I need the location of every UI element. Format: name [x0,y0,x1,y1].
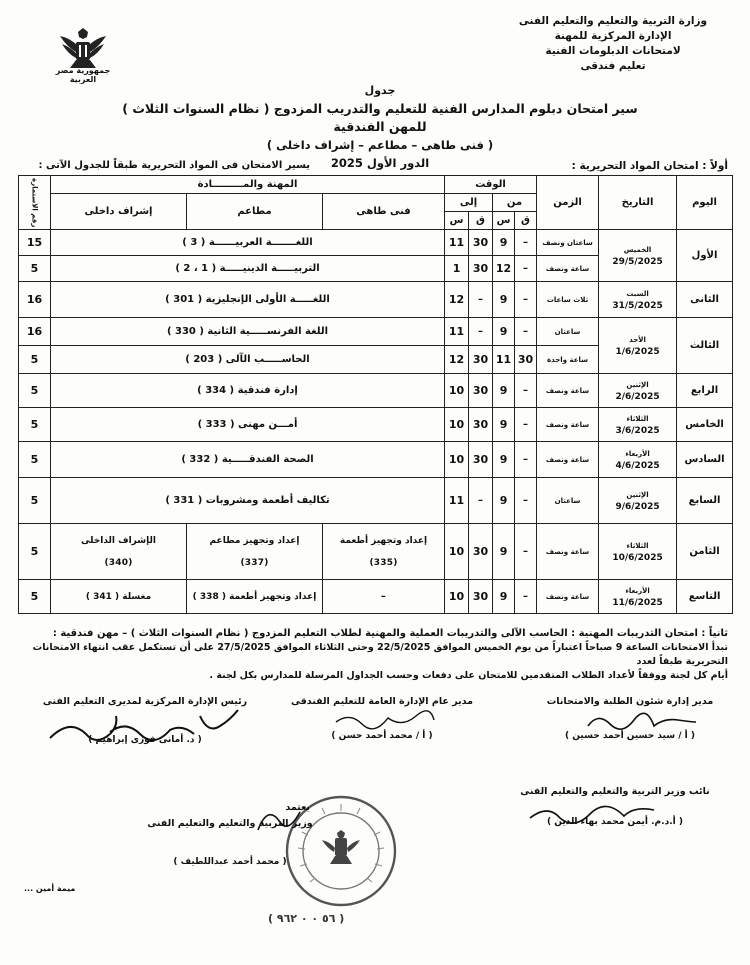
to-s-cell: 12 [445,282,469,318]
from-s-cell: 9 [493,408,515,442]
from-s-cell: 12 [493,256,515,282]
duration-cell: ساعة ونصف [537,524,599,580]
date-cell [599,524,677,580]
chef-subject-cell: – [323,580,445,614]
day-cell: التاسع [677,580,733,614]
date-value: 1/6/2025 [615,346,660,357]
day-name: الثلاثاء [626,541,649,550]
date-value: 2/6/2025 [615,391,660,402]
signature-name: ( محمد أحمد عبداللطيف ) [173,857,287,867]
day-cell: الثالث [677,318,733,374]
signature-scribble-icon [580,708,700,734]
header-from-s: س [493,212,515,230]
signature-scribble-icon [40,704,260,750]
typist-note: ميمة أمين ... [24,884,76,893]
header-date: التاريخ [599,176,677,230]
day-cell: السادس [677,442,733,478]
section2-line: ثانياً : امتحان التدريبات المهنية : الحاسب الآلى والتدريبات العملية والمهنية لطلاب التعليم المزدوج ( نظام السنوات الثلاث ) – مهن فندقية : [52,628,728,639]
day-cell: الثامن [677,524,733,580]
header-housekeeping: إشراف داخلى [51,194,187,230]
restaurants-subject-code: (337) [240,557,269,568]
from-q-cell: – [515,318,537,346]
to-q-cell: 30 [469,256,493,282]
count-cell: 5 [19,524,51,580]
date-cell [599,318,677,374]
duration-cell: ساعة ونصف [537,442,599,478]
subject-cell: اللغـــــــة العربيــــــة ( 3 ) [51,230,445,256]
from-s-cell: 9 [493,580,515,614]
duration-cell: ساعتان [537,478,599,524]
from-q-cell: – [515,442,537,478]
signature-title: وزير التربية والتعليم والتعليم الفنى [147,818,313,829]
signature-name: ( أ / سيد حسين أحمد حسين ) [565,731,695,741]
to-q-cell: 30 [469,230,493,256]
housekeeping-subject-code: (340) [104,557,133,568]
duration-cell: ساعة ونصف [537,256,599,282]
day-name: الإثنين [626,490,649,499]
section1-label: أولاً : امتحان المواد التحريرية : [571,160,728,172]
day-cell: الخامس [677,408,733,442]
header-restaurants: مطاعم [187,194,323,230]
signature-title: رئيس الإدارة المركزية لمديرى التعليم الفنى [42,696,248,707]
chef-subject-code: (335) [369,557,398,568]
date-cell [599,408,677,442]
table-row [19,524,733,580]
from-q-cell: – [515,374,537,408]
count-cell: 16 [19,318,51,346]
approval-label: يعتمد [285,802,310,813]
date-value: 29/5/2025 [612,256,663,267]
from-q-cell: – [515,524,537,580]
day-cell: السابع [677,478,733,524]
to-s-cell: 10 [445,442,469,478]
day-cell: الثانى [677,282,733,318]
to-s-cell: 10 [445,408,469,442]
document-number: ( ٥٦ ٠ ٠ ٩٦٢ ) [268,912,345,925]
from-q-cell: 30 [515,346,537,374]
ministry-line: الإدارة المركزية للمهنة [554,30,672,42]
day-name: الثلاثاء [626,414,649,423]
housekeeping-subject-cell [51,524,187,580]
to-s-cell: 10 [445,524,469,580]
header-day: اليوم [677,176,733,230]
day-name: السبت [626,289,649,298]
to-s-cell: 10 [445,374,469,408]
ministry-header [498,14,728,74]
table-row [19,580,733,614]
restaurants-subject-cell [187,524,323,580]
subject-cell: أمـــن مهنى ( 333 ) [51,408,445,442]
table-row [19,442,733,478]
housekeeping-subject-name: الإشراف الداخلى [81,535,156,546]
header-from: من [493,194,537,212]
subject-cell: الصحة الفندقـــــية ( 332 ) [51,442,445,478]
from-s-cell: 9 [493,478,515,524]
restaurants-subject-cell: إعداد وتجهيز أطعمة ( 338 ) [187,580,323,614]
count-cell: 15 [19,230,51,256]
table-row [19,374,733,408]
from-s-cell: 9 [493,318,515,346]
signature-name: ( أ / محمد أحمد حسن ) [331,731,433,741]
section1-note: يسير الامتحان فى المواد التحريرية طبقاً للجدول الآتى : [38,160,310,171]
subtitle-round: الدور الأول 2025 [330,156,430,170]
to-s-cell: 12 [445,346,469,374]
table-row [19,478,733,524]
duration-cell: ساعة ونصف [537,374,599,408]
from-q-cell: – [515,256,537,282]
table-row [19,282,733,318]
duration-cell: ساعة ونصف [537,408,599,442]
header-from-q: ق [515,212,537,230]
signature-name: ( د. أمانى فوزى إبراهيم ) [88,735,202,745]
subject-cell: اللغـــــة الأولى الإنجليزية ( 301 ) [51,282,445,318]
count-cell: 5 [19,374,51,408]
header-profession: المهنة والمـــــــــادة [51,176,445,194]
duration-cell: ساعة ونصف [537,580,599,614]
from-s-cell: 9 [493,374,515,408]
table-row [19,408,733,442]
from-s-cell: 9 [493,230,515,256]
signature-scribble-icon [330,708,440,732]
exam-schedule-table [18,175,733,614]
date-value: 9/6/2025 [615,501,660,512]
count-cell: 5 [19,442,51,478]
from-q-cell: – [515,580,537,614]
title-word: جدول [364,84,396,97]
count-cell: 16 [19,282,51,318]
subject-cell: اللغة الفرنســـــية الثانية ( 330 ) [51,318,445,346]
duration-cell: ساعتان [537,318,599,346]
signature-title: مدير عام الإدارة العامة للتعليم الفندقى [290,696,474,707]
section2-line: تبدأ الامتحانات الساعة 9 صباحاً اعتباراً من يوم الخميس الموافق 22/5/2025 وحتى الثلاثاء الموافق 27/5/2025 على أن تستكمل عقب انتهاء الامتحانات التحريرية طبقاً لعدد [32,642,728,667]
from-s-cell: 11 [493,346,515,374]
date-cell [599,442,677,478]
header-to-q: ق [469,212,493,230]
to-q-cell: 30 [469,524,493,580]
main-title: سير امتحان دبلوم المدارس الفنية للتعليم والتدريب المزدوج ( نظام السنوات الثلاث ) للمهن الفندقية [122,101,638,134]
day-name: الأربعاء [625,449,650,458]
day-name: الإثنين [626,380,649,389]
from-q-cell: – [515,230,537,256]
from-q-cell: – [515,478,537,524]
signature-scribble-icon [520,798,670,826]
date-cell [599,374,677,408]
to-s-cell: 10 [445,580,469,614]
subject-cell: تكاليف أطعمة ومشروبات ( 331 ) [51,478,445,524]
date-value: 11/6/2025 [612,597,663,608]
date-value: 10/6/2025 [612,552,663,563]
day-cell: الرابع [677,374,733,408]
section2-text [22,627,728,683]
to-q-cell: – [469,282,493,318]
emblem-caption: جمهورية مصر العربية [55,66,111,84]
date-value: 3/6/2025 [615,425,660,436]
date-value: 31/5/2025 [612,300,663,311]
header-duration: الزمن [537,176,599,230]
ministry-line: وزارة التربية والتعليم والتعليم الفنى [518,15,708,27]
from-s-cell: 9 [493,442,515,478]
signature-name: ( أ.د.م. أيمن محمد بهاء الدين ) [547,817,683,827]
count-cell: 5 [19,256,51,282]
day-name: الأربعاء [625,586,650,595]
from-s-cell: 9 [493,524,515,580]
header-to-s: س [445,212,469,230]
count-cell: 5 [19,346,51,374]
day-cell: الأول [677,230,733,282]
to-q-cell: 30 [469,374,493,408]
to-s-cell: 11 [445,318,469,346]
document-titles [120,82,640,172]
table-row [19,318,733,346]
count-cell: 5 [19,408,51,442]
date-cell [599,282,677,318]
count-cell: 5 [19,478,51,524]
signature-scribble-icon [250,800,310,840]
duration-cell: ساعة واحدة [537,346,599,374]
header-chef: فنى طاهى [323,194,445,230]
to-q-cell: 30 [469,408,493,442]
from-q-cell: – [515,282,537,318]
subtitle-specialties: ( فنى طاهى – مطاعم – إشراف داخلى ) [266,138,494,152]
ministry-line: لامتحانات الدبلومات الفنية [545,45,681,57]
count-cell: 5 [19,580,51,614]
to-s-cell: 11 [445,230,469,256]
date-cell [599,230,677,282]
to-q-cell: 30 [469,580,493,614]
header-to: إلى [445,194,493,212]
table-row [19,230,733,256]
to-q-cell: – [469,318,493,346]
subject-cell: الحاســـــب الآلى ( 203 ) [51,346,445,374]
restaurants-subject-name: إعداد وتجهيز مطاعم [209,535,300,546]
day-name: الخميس [623,245,652,254]
housekeeping-subject-cell: مغسلة ( 341 ) [51,580,187,614]
ministry-line: تعليم فندقى [580,60,646,72]
duration-cell: ثلاث ساعات [537,282,599,318]
to-q-cell: 30 [469,346,493,374]
signature-title: مدير إدارة شئون الطلبة والامتحانات [546,696,714,707]
header-count: رقم الاستمارة [19,176,51,230]
signature-title: نائب وزير التربية والتعليم والتعليم الفنى [520,786,710,797]
date-value: 4/6/2025 [615,460,660,471]
date-cell [599,580,677,614]
to-q-cell: – [469,478,493,524]
subject-cell: إدارة فندقية ( 334 ) [51,374,445,408]
from-s-cell: 9 [493,282,515,318]
date-cell [599,478,677,524]
duration-cell: ساعتان ونصف [537,230,599,256]
to-s-cell: 1 [445,256,469,282]
day-name: الأحد [629,335,646,344]
section2-line: أيام كل لجنة ووفقاً لأعداد الطلاب المتقدمين للامتحان على دفعات وحسب الجداول المرسلة للمدارس بكل لجنة . [209,670,728,681]
header-time: الوقت [445,176,537,194]
chef-subject-name: إعداد وتجهيز أطعمة [339,535,428,546]
to-q-cell: 30 [469,442,493,478]
from-q-cell: – [515,408,537,442]
subject-cell: التربيـــــة الدينيـــــة ( 1 ، 2 ) [51,256,445,282]
to-s-cell: 11 [445,478,469,524]
chef-subject-cell [323,524,445,580]
